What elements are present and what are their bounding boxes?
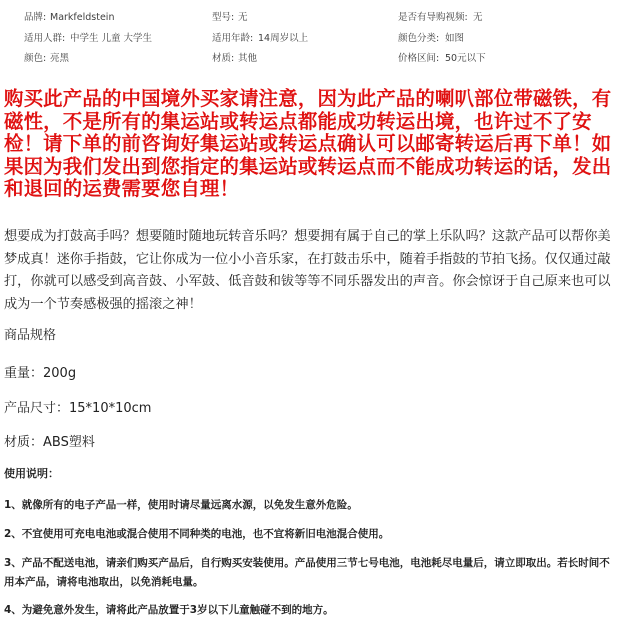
attr-color-class-value: 如图 bbox=[445, 33, 465, 44]
usage-item-1: 1、就像所有的电子产品一样，使用时请尽量远离水源，以免发生意外危险。 bbox=[4, 499, 358, 511]
usage-item-4: 4、为避免意外发生，请将此产品放置于3岁以下儿童触碰不到的地方。 bbox=[4, 604, 334, 616]
attr-brand-value: Markfeldstein bbox=[50, 12, 115, 23]
spec-material: 材质：ABS塑料 bbox=[4, 435, 95, 450]
spec-size: 产品尺寸：15*10*10cm bbox=[4, 401, 152, 416]
attr-video-value: 无 bbox=[473, 12, 483, 23]
shipping-warning: 购买此产品的中国境外买家请注意，因为此产品的喇叭部位带磁铁，有磁性，不是所有的集运站或转运点都能成功转运出境，也许过不了安检！请下单的前咨询好集运站或转运点确认可以邮寄转运后再下单！如果因为我们发出到您指定的集运站或转运点而不能成功转运的话，发出和退回的运费需要您自理！ bbox=[4, 87, 612, 200]
attr-model-value: 无 bbox=[238, 12, 248, 23]
attribute-table bbox=[0, 0, 620, 68]
attr-age-label: 适用年龄: bbox=[212, 33, 254, 44]
product-intro: 想要成为打鼓高手吗？想要随时随地玩转音乐吗？想要拥有属于自己的掌上乐队吗？这款产品可以帮你美梦成真！迷你手指鼓，它让你成为一位小小音乐家，在打鼓击乐中，随着手指鼓的节拍飞扬。仅仅通过敲打，你就可以感受到高音鼓、小军鼓、低音鼓和钹等等不同乐器发出的声音。你会惊讶于自己原来也可以成为一个节奏感极强的摇滚之神！ bbox=[4, 229, 611, 312]
usage-item-3: 3、产品不配送电池，请亲们购买产品后，自行购买安装使用。产品使用三节七号电池，电池耗尽电量后，请立即取出。若长时间不用本产品，请将电池取出，以免消耗电量。 bbox=[4, 557, 610, 588]
attr-video-label: 是否有导购视频: bbox=[398, 12, 468, 23]
attr-audience-value: 中学生 儿童 大学生 bbox=[70, 33, 153, 44]
attr-audience-label: 适用人群: bbox=[24, 33, 66, 44]
spec-weight: 重量：200g bbox=[4, 366, 77, 381]
attr-price-label: 价格区间: bbox=[398, 53, 440, 64]
attr-material-value: 其他 bbox=[238, 53, 258, 64]
usage-heading: 使用说明： bbox=[4, 467, 59, 480]
usage-item-2: 2、不宜使用可充电电池或混合使用不同种类的电池，也不宜将新旧电池混合使用。 bbox=[4, 528, 390, 540]
attr-color-label: 颜色: bbox=[24, 53, 47, 64]
attr-material-label: 材质: bbox=[212, 53, 235, 64]
attr-color-class-label: 颜色分类: bbox=[398, 33, 440, 44]
attr-age-value: 14周岁以上 bbox=[258, 33, 309, 44]
attr-color-value: 亮黑 bbox=[50, 53, 70, 64]
attr-price-value: 50元以下 bbox=[445, 53, 486, 64]
attr-brand-label: 品牌: bbox=[24, 12, 47, 23]
spec-heading: 商品规格 bbox=[4, 328, 57, 343]
attr-model-label: 型号: bbox=[212, 12, 235, 23]
